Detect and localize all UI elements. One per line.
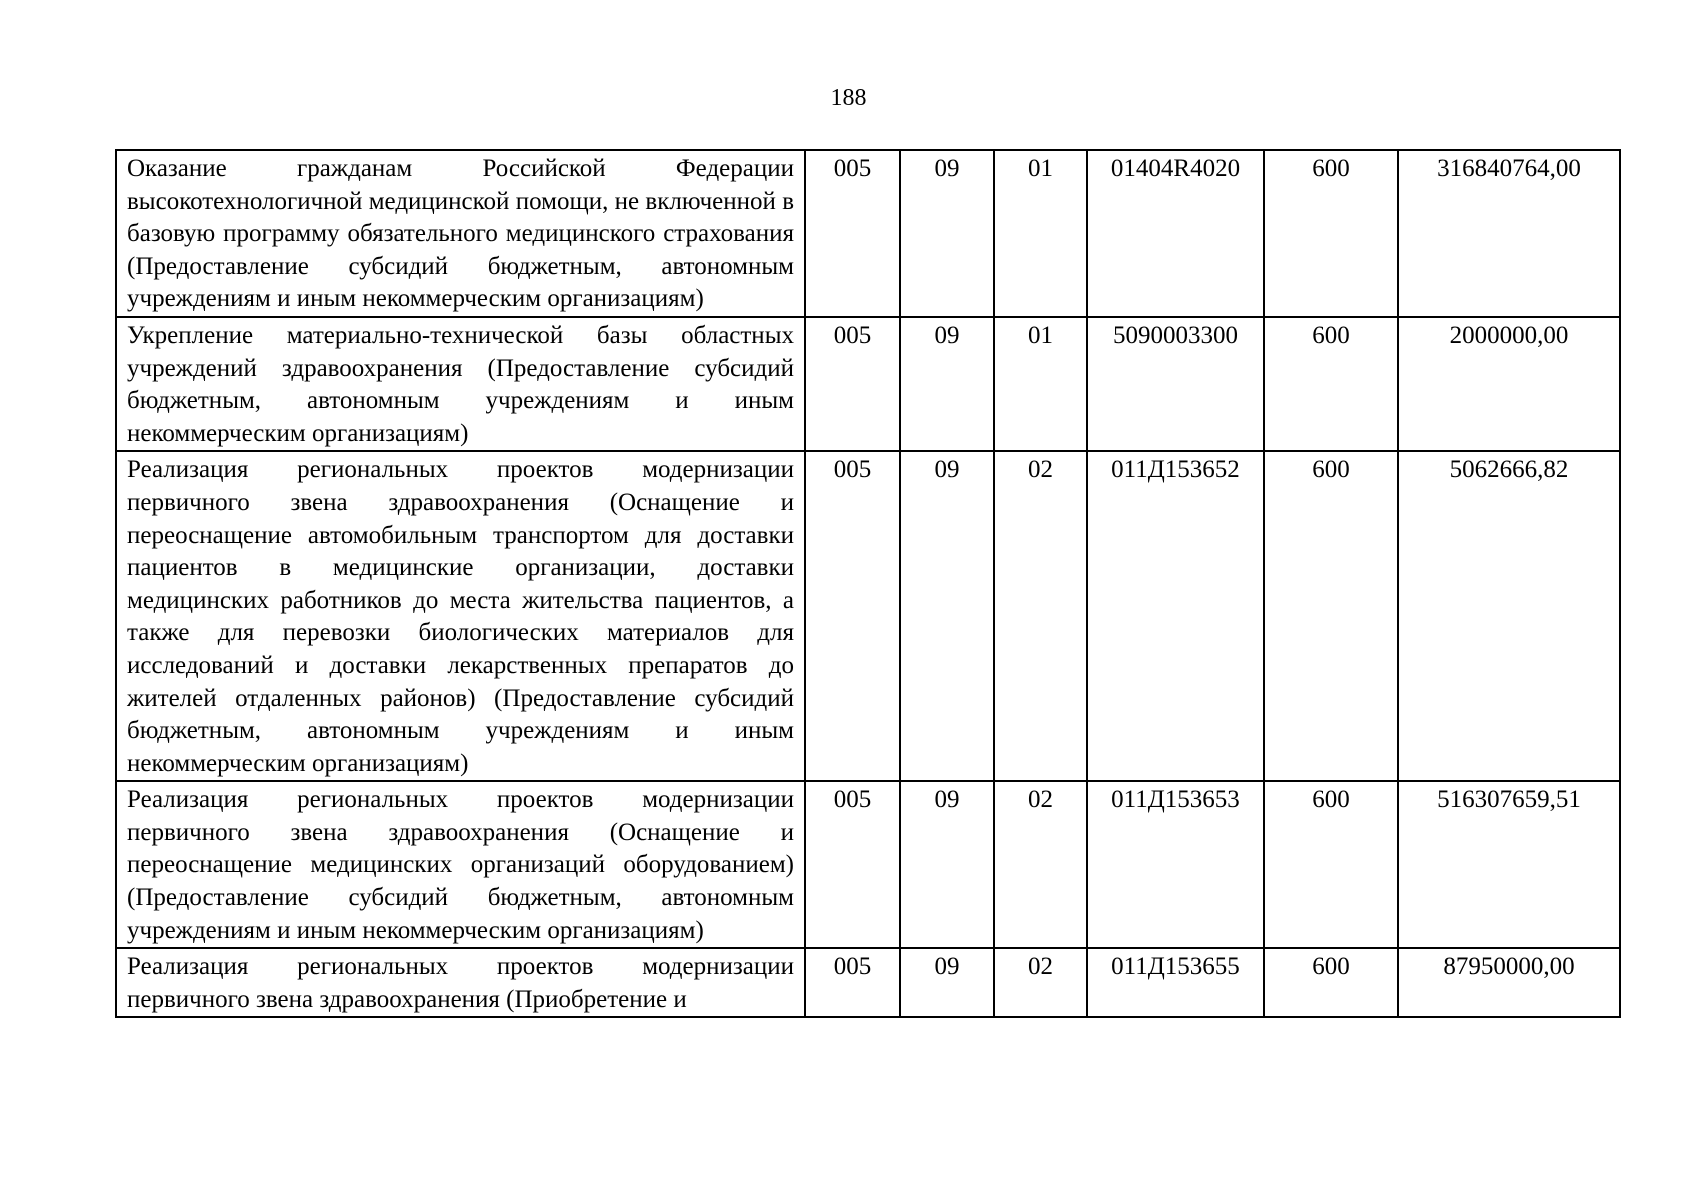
amount-value: 87950000,00 <box>1398 948 1620 1017</box>
ministry-code: 005 <box>805 781 900 948</box>
table-row <box>116 150 1620 317</box>
table-row <box>116 317 1620 451</box>
subsection-code: 02 <box>994 451 1087 781</box>
amount-value: 516307659,51 <box>1398 781 1620 948</box>
row-description: Реализация региональных проектов модернизации первичного звена здравоохранения (Оснащение и переоснащение автомобильным транспортом для доставки пациентов в медицинские организации, доставки медицинских работников до места жительства пациентов, а также для перевозки биологических материалов для исследований и доставки лекарственных препаратов до жителей отдаленных районов) (Предоставление субсидий бюджетным, автономным учреждениям и иным некоммерческим организациям) <box>116 451 805 781</box>
table-row <box>116 781 1620 948</box>
section-code: 09 <box>900 317 994 451</box>
ministry-code: 005 <box>805 317 900 451</box>
section-code: 09 <box>900 150 994 317</box>
section-code: 09 <box>900 948 994 1017</box>
row-description: Оказание гражданам Российской Федерации высокотехнологичной медицинской помощи, не включенной в базовую программу обязательного медицинского страхования (Предоставление субсидий бюджетным, автономным учреждениям и иным некоммерческим организациям) <box>116 150 805 317</box>
expense-type-code: 600 <box>1264 781 1398 948</box>
row-description: Укрепление материально-технической базы областных учреждений здравоохранения (Предоставление субсидий бюджетным, автономным учреждениям и иным некоммерческим организациям) <box>116 317 805 451</box>
ministry-code: 005 <box>805 948 900 1017</box>
section-code: 09 <box>900 451 994 781</box>
expense-type-code: 600 <box>1264 150 1398 317</box>
target-article-code: 011Д153652 <box>1087 451 1264 781</box>
amount-value: 316840764,00 <box>1398 150 1620 317</box>
table-row <box>116 948 1620 1017</box>
subsection-code: 02 <box>994 948 1087 1017</box>
row-description: Реализация региональных проектов модернизации первичного звена здравоохранения (Приобретение и <box>116 948 805 1017</box>
target-article-code: 5090003300 <box>1087 317 1264 451</box>
target-article-code: 01404R4020 <box>1087 150 1264 317</box>
expense-type-code: 600 <box>1264 451 1398 781</box>
amount-value: 5062666,82 <box>1398 451 1620 781</box>
row-description: Реализация региональных проектов модернизации первичного звена здравоохранения (Оснащение и переоснащение медицинских организаций оборудованием) (Предоставление субсидий бюджетным, автономным учреждениям и иным некоммерческим организациям) <box>116 781 805 948</box>
ministry-code: 005 <box>805 150 900 317</box>
table-row <box>116 451 1620 781</box>
subsection-code: 01 <box>994 317 1087 451</box>
target-article-code: 011Д153655 <box>1087 948 1264 1017</box>
amount-value: 2000000,00 <box>1398 317 1620 451</box>
target-article-code: 011Д153653 <box>1087 781 1264 948</box>
expense-type-code: 600 <box>1264 948 1398 1017</box>
section-code: 09 <box>900 781 994 948</box>
expense-type-code: 600 <box>1264 317 1398 451</box>
budget-table <box>115 149 1621 1018</box>
subsection-code: 02 <box>994 781 1087 948</box>
ministry-code: 005 <box>805 451 900 781</box>
page-number: 188 <box>830 85 867 111</box>
subsection-code: 01 <box>994 150 1087 317</box>
